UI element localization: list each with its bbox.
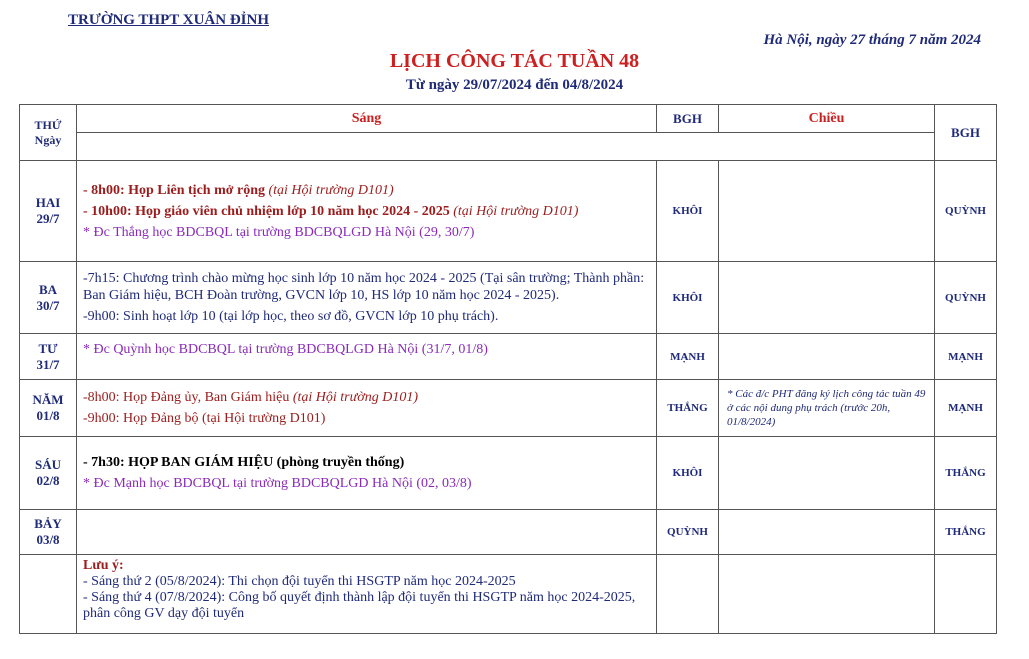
bgh-morning: THẮNG: [657, 380, 719, 437]
morning-cell: [77, 510, 657, 555]
day-cell: [20, 437, 77, 510]
day-date: 02/8: [36, 473, 60, 488]
bgh-afternoon: THẮNG: [935, 510, 997, 555]
event: -7h15: Chương trình chào mừng học sinh lớp 10 năm học 2024 - 2025 (Tại sân trường; Thành phần: Ban Giám hiệu, BCH Đoàn trường, GVCN lớp 10, HS lớp 10 năm học 2024 - 2025).: [83, 271, 645, 303]
day-name: NĂM: [32, 392, 64, 407]
dateline: Hà Nội, ngày 27 tháng 7 năm 2024: [763, 32, 981, 48]
event-text: - 8h00: Họp Liên tịch mở rộng: [83, 182, 269, 198]
header-spacer: [77, 133, 935, 161]
day-cell: [20, 161, 77, 262]
bgh-morning: KHÔI: [657, 262, 719, 334]
page-subtitle: Từ ngày 29/07/2024 đến 04/8/2024: [405, 77, 624, 93]
event: * Đc Thắng học BDCBQL tại trường BDCBQLGD Hà Nội (29, 30/7): [83, 224, 475, 240]
event: * Đc Mạnh học BDCBQL tại trường BDCBQLGD Hà Nội (02, 03/8): [83, 476, 472, 491]
header-morning: Sáng: [77, 105, 657, 133]
schedule-table: [19, 104, 997, 634]
note-line: - Sáng thứ 4 (07/8/2024): Công bố quyết định thành lập đội tuyển thi HSGTP năm học 2024-2025, phân công GV dạy đội tuyển: [83, 590, 636, 621]
notes-row: [20, 555, 997, 634]
note-line: - Sáng thứ 2 (05/8/2024): Thi chọn đội tuyển thi HSGTP năm học 2024-2025: [83, 574, 516, 589]
event-location: (tại Hội trường D101): [268, 182, 394, 198]
event: -9h00: Sinh hoạt lớp 10 (tại lớp học, theo sơ đồ, GVCN lớp 10 phụ trách).: [83, 309, 499, 324]
table-row: [20, 510, 997, 555]
event-text: - 10h00: Họp giáo viên chủ nhiệm lớp 10 năm học 2024 - 2025: [83, 203, 454, 219]
bgh-morning: QUỲNH: [657, 510, 719, 555]
bgh-afternoon: MẠNH: [935, 380, 997, 437]
header-row: [20, 105, 997, 133]
day-date: 31/7: [36, 356, 60, 372]
afternoon-cell: [719, 334, 935, 380]
header-bgh-morning: BGH: [657, 105, 719, 133]
day-cell: [20, 262, 77, 334]
header-row-2: [20, 133, 997, 161]
bgh-afternoon: THẮNG: [935, 437, 997, 510]
bgh-afternoon: QUỲNH: [935, 161, 997, 262]
notes-day-cell: [20, 555, 77, 634]
table-row: [20, 334, 997, 380]
event-text: -8h00: Họp Đảng ủy, Ban Giám hiệu: [83, 390, 293, 405]
day-date: 03/8: [36, 532, 60, 547]
afternoon-cell: [719, 161, 935, 262]
event: * Đc Quỳnh học BDCBQL tại trường BDCBQLGD Hà Nội (31/7, 01/8): [83, 342, 488, 357]
bgh-morning: KHÔI: [657, 161, 719, 262]
school-name: TRƯỜNG THPT XUÂN ĐỈNH: [68, 12, 269, 28]
notes-bgh-morning: [657, 555, 719, 634]
day-date: 01/8: [36, 408, 60, 423]
morning-cell: [77, 380, 657, 437]
header-day-line1: THỨ: [34, 117, 62, 132]
day-name: HAI: [35, 195, 61, 210]
table-row: [20, 161, 997, 262]
header-day-line2: Ngày: [34, 132, 62, 147]
page-title: LỊCH CÔNG TÁC TUẦN 48: [389, 50, 640, 72]
day-cell: [20, 510, 77, 555]
notes-afternoon: [719, 555, 935, 634]
table-row: [20, 437, 997, 510]
notes-cell: [77, 555, 657, 634]
morning-cell: [77, 334, 657, 380]
event: -9h00: Họp Đảng bộ (tại Hội trường D101): [83, 411, 326, 426]
event: [83, 389, 650, 406]
afternoon-cell: [719, 510, 935, 555]
header-day: [20, 105, 77, 161]
day-name: BẢY: [34, 516, 62, 531]
header-afternoon: Chiều: [719, 105, 935, 133]
notes-bgh-afternoon: [935, 555, 997, 634]
morning-cell: [77, 161, 657, 262]
day-cell: [20, 334, 77, 380]
day-date: 30/7: [36, 297, 60, 313]
morning-cell: [77, 437, 657, 510]
event: [83, 182, 650, 199]
event: [83, 203, 650, 220]
event-location: (tại Hội trường D101): [292, 390, 419, 405]
day-name: TƯ: [38, 340, 58, 356]
day-name: SÁU: [34, 457, 61, 472]
day-cell: [20, 380, 77, 437]
bgh-morning: MẠNH: [657, 334, 719, 380]
afternoon-cell: [719, 262, 935, 334]
bgh-morning: KHÔI: [657, 437, 719, 510]
day-date: 29/7: [36, 211, 60, 226]
event-location: (tại Hội trường D101): [453, 203, 579, 219]
notes-label: Lưu ý:: [83, 558, 124, 573]
bgh-afternoon: MẠNH: [935, 334, 997, 380]
afternoon-cell: [719, 437, 935, 510]
event: - 7h30: HỌP BAN GIÁM HIỆU (phòng truyền thống): [83, 455, 405, 470]
table-row: [20, 380, 997, 437]
day-name: BA: [38, 281, 58, 297]
morning-cell: [77, 262, 657, 334]
table-row: [20, 262, 997, 334]
afternoon-cell: * Các đ/c PHT đăng ký lịch công tác tuần 49 ở các nội dung phụ trách (trước 20h, 01/8/2024): [719, 380, 935, 437]
bgh-afternoon: QUỲNH: [935, 262, 997, 334]
header-bgh-afternoon: BGH: [935, 105, 997, 161]
